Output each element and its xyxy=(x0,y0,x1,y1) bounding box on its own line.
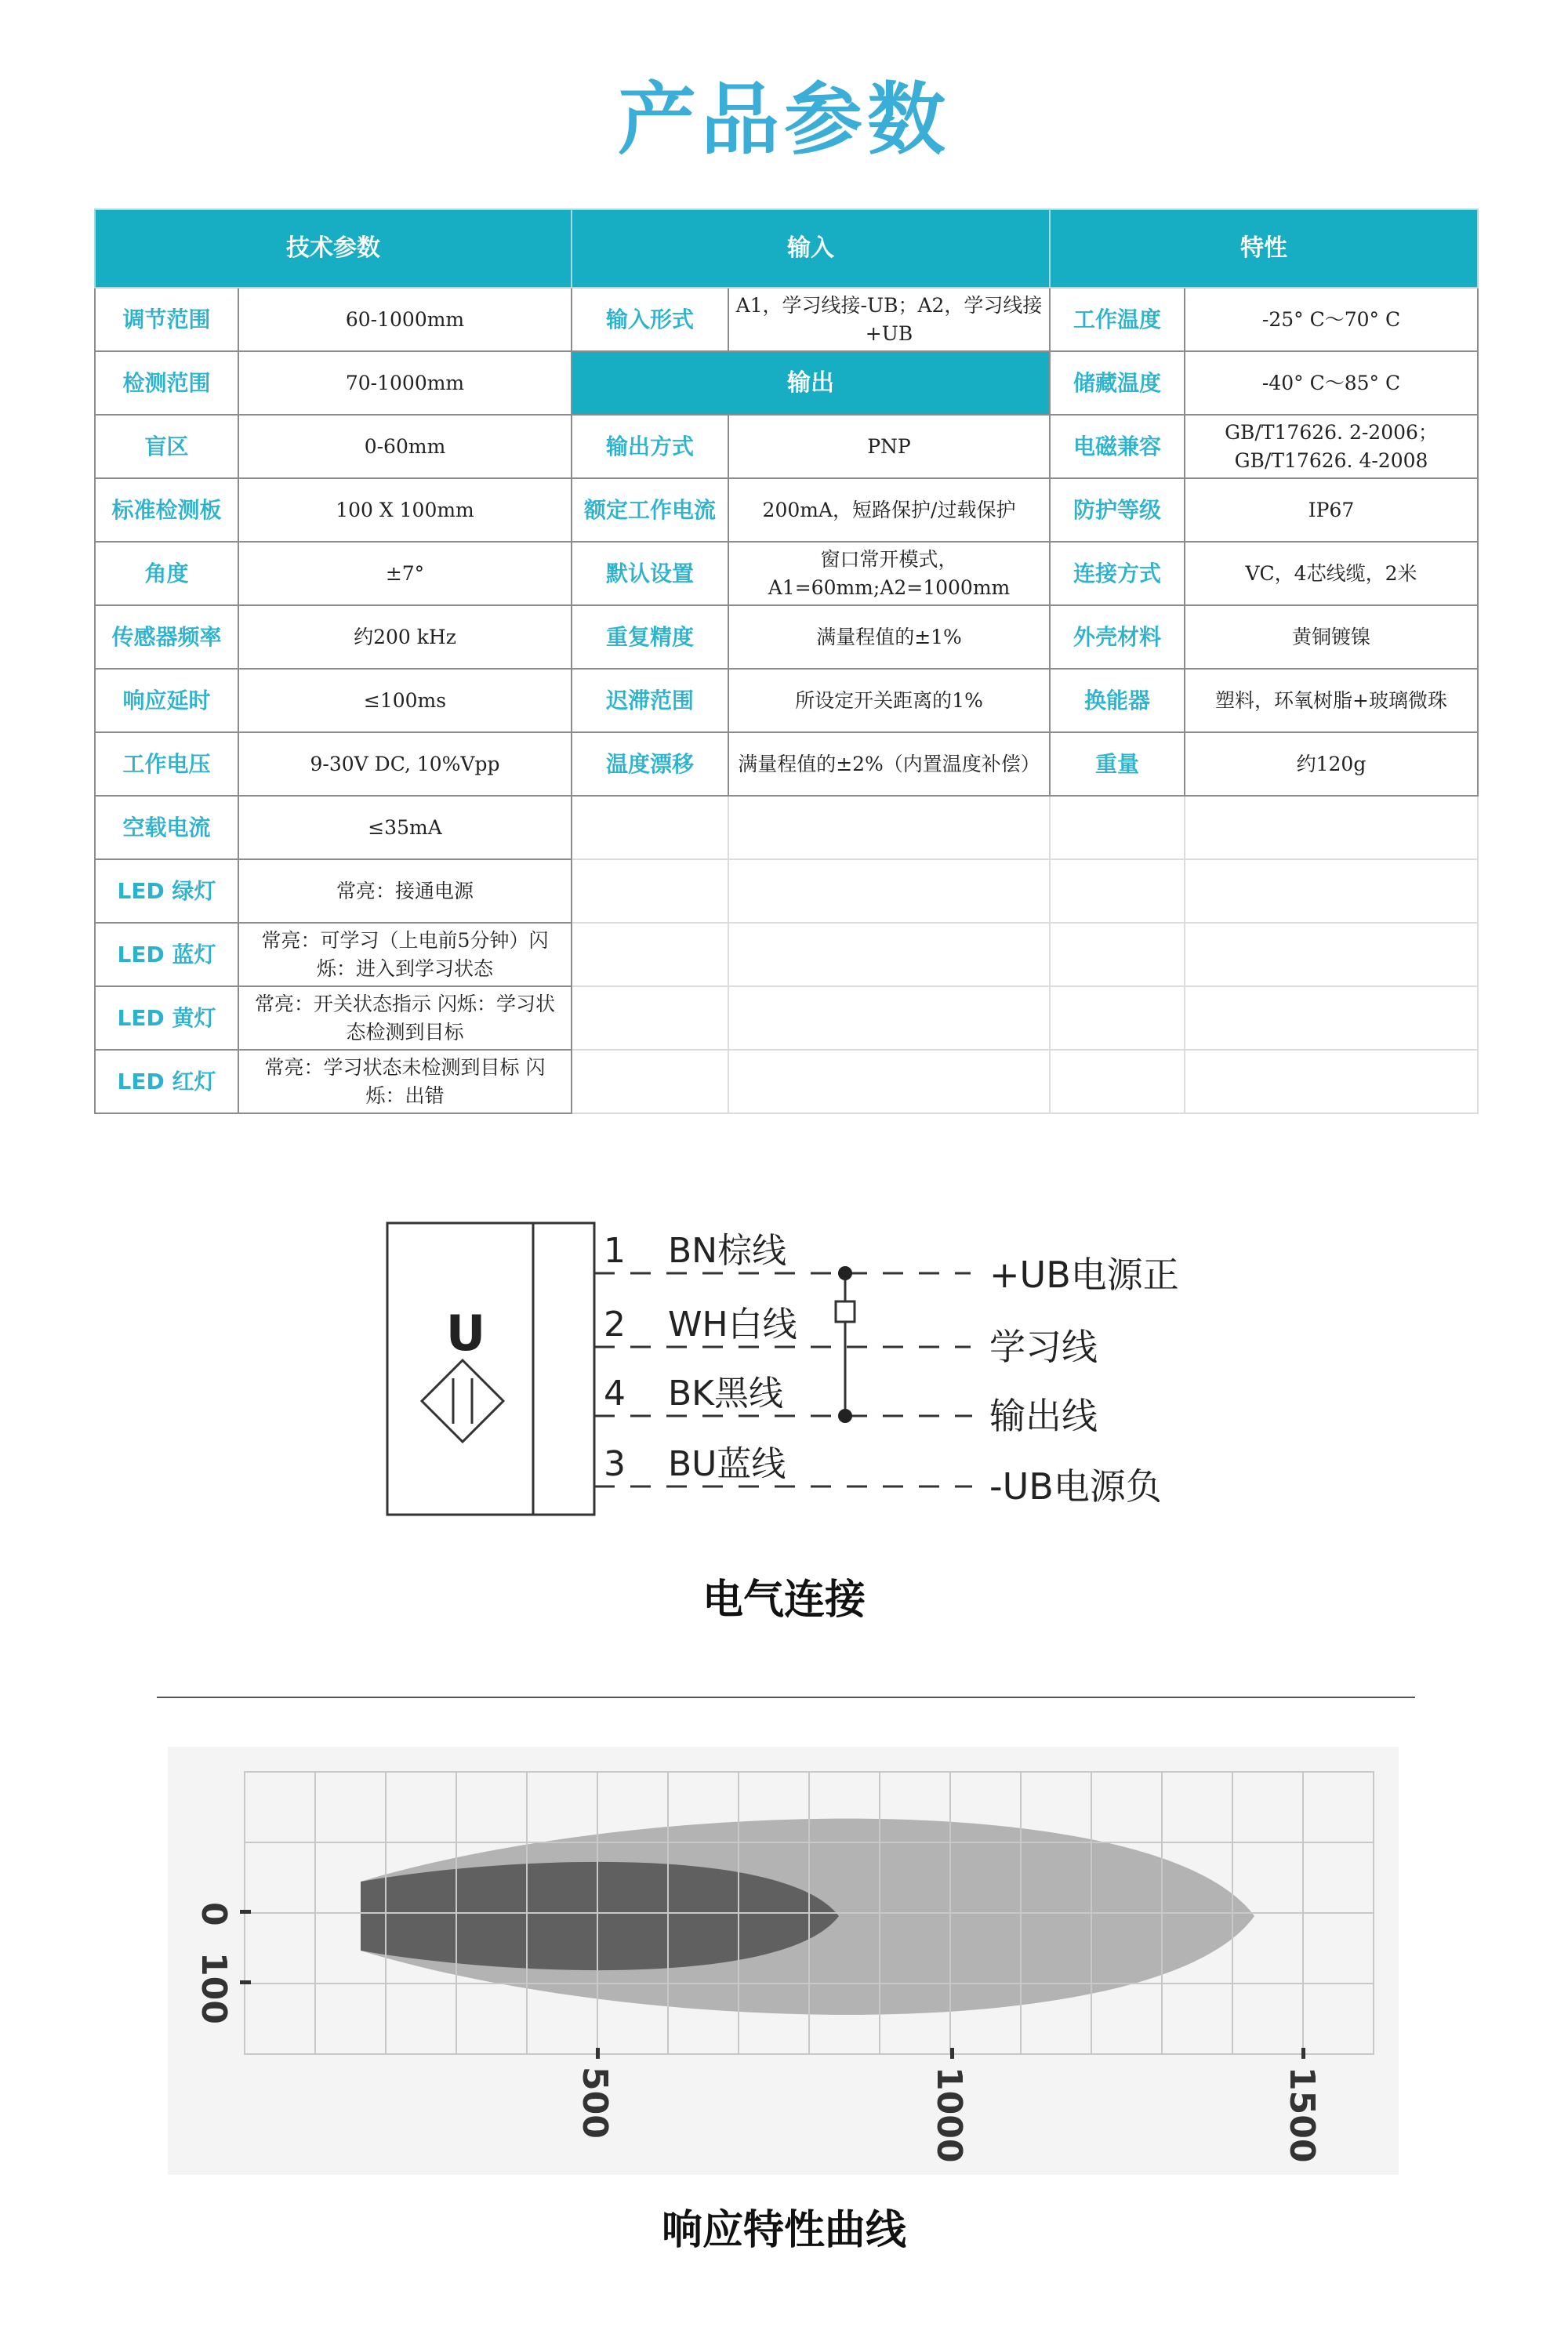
param-value: 70-1000mm xyxy=(238,351,572,415)
empty-cell xyxy=(1050,859,1185,923)
feature-value: 约120g xyxy=(1185,732,1478,796)
output-label: 温度漂移 xyxy=(572,732,728,796)
output-value: PNP xyxy=(728,415,1050,478)
empty-cell xyxy=(572,986,728,1050)
input-label: 输入形式 xyxy=(572,288,728,351)
empty-cell xyxy=(728,986,1050,1050)
feature-label: 重量 xyxy=(1050,732,1185,796)
param-label: 角度 xyxy=(95,542,238,605)
junction-dot xyxy=(838,1266,852,1280)
pin-number: 4 xyxy=(604,1374,626,1414)
output-section-header: 输出 xyxy=(572,351,1050,415)
output-value: 所设定开关距离的1% xyxy=(728,669,1050,732)
table-row xyxy=(95,542,1478,605)
table-row xyxy=(95,732,1478,796)
section-divider xyxy=(157,1697,1415,1698)
param-value: 9-30V DC, 10%Vpp xyxy=(238,732,572,796)
table-row xyxy=(95,1050,1478,1113)
table-row xyxy=(95,351,1478,415)
response-curve xyxy=(0,1740,1568,2180)
table-header-row xyxy=(95,209,1478,288)
x-tick-label: 1500 xyxy=(1282,2067,1322,2163)
feature-label: 工作温度 xyxy=(1050,288,1185,351)
wiring-title: 电气连接 xyxy=(702,1577,866,1624)
wire-label: +UB电源正 xyxy=(989,1254,1179,1296)
table-row xyxy=(95,859,1478,923)
empty-cell xyxy=(572,796,728,859)
y-tick-mark xyxy=(240,1980,251,1984)
feature-label: 防护等级 xyxy=(1050,478,1185,542)
x-tick-label: 500 xyxy=(575,2067,615,2139)
param-label: 传感器频率 xyxy=(95,605,238,669)
empty-cell xyxy=(1185,796,1478,859)
empty-cell xyxy=(1185,923,1478,986)
empty-cell xyxy=(728,796,1050,859)
empty-cell xyxy=(1050,1050,1185,1113)
feature-value: 塑料，环氧树脂+玻璃微珠 xyxy=(1185,669,1478,732)
led-value: 常亮：开关状态指示 闪烁：学习状态检测到目标 xyxy=(238,986,572,1050)
table-row xyxy=(95,986,1478,1050)
feature-value: GB/T17626. 2-2006；GB/T17626. 4-2008 xyxy=(1185,415,1478,478)
param-label: 标准检测板 xyxy=(95,478,238,542)
output-value: 满量程值的±2%（内置温度补偿） xyxy=(728,732,1050,796)
empty-cell xyxy=(572,923,728,986)
empty-cell xyxy=(728,1050,1050,1113)
x-tick-mark xyxy=(1301,2048,1305,2059)
header-features: 特性 xyxy=(1050,209,1478,288)
spec-table xyxy=(94,209,1479,1114)
junction-dot xyxy=(838,1409,852,1423)
feature-value: 黄铜镀镍 xyxy=(1185,605,1478,669)
wire-label: 输出线 xyxy=(989,1395,1098,1437)
param-label: 空载电流 xyxy=(95,796,238,859)
feature-label: 换能器 xyxy=(1050,669,1185,732)
param-label: 盲区 xyxy=(95,415,238,478)
feature-value: IP67 xyxy=(1185,478,1478,542)
sensor-symbol: U xyxy=(445,1305,486,1362)
led-label: LED 黄灯 xyxy=(95,986,238,1050)
table-row xyxy=(95,478,1478,542)
output-label: 迟滞范围 xyxy=(572,669,728,732)
output-label: 输出方式 xyxy=(572,415,728,478)
wire-code: BN棕线 xyxy=(668,1231,787,1271)
empty-cell xyxy=(1185,859,1478,923)
empty-cell xyxy=(1185,986,1478,1050)
led-value: 常亮：接通电源 xyxy=(238,859,572,923)
output-value: 200mA，短路保护/过载保护 xyxy=(728,478,1050,542)
empty-cell xyxy=(728,923,1050,986)
led-label: LED 绿灯 xyxy=(95,859,238,923)
param-value: ≤100ms xyxy=(238,669,572,732)
table-row xyxy=(95,796,1478,859)
output-label: 额定工作电流 xyxy=(572,478,728,542)
output-value: 满量程值的±1% xyxy=(728,605,1050,669)
wire-code: WH白线 xyxy=(668,1305,797,1345)
input-value: A1，学习线接-UB；A2，学习线接+UB xyxy=(728,288,1050,351)
y-tick-label: 0 xyxy=(194,1902,234,1926)
wire-code: BK黑线 xyxy=(668,1374,784,1414)
y-tick-label: 100 xyxy=(194,1952,234,2024)
pin-number: 3 xyxy=(604,1444,626,1484)
empty-cell xyxy=(1050,796,1185,859)
feature-value: VC，4芯线缆，2米 xyxy=(1185,542,1478,605)
param-label: 工作电压 xyxy=(95,732,238,796)
x-tick-label: 1000 xyxy=(929,2067,969,2163)
table-row xyxy=(95,605,1478,669)
feature-value: -25° C～70° C xyxy=(1185,288,1478,351)
param-label: 检测范围 xyxy=(95,351,238,415)
header-tech-params: 技术参数 xyxy=(95,209,572,288)
curve-title: 响应特性曲线 xyxy=(661,2207,906,2254)
pin-number: 2 xyxy=(604,1305,626,1345)
led-value: 常亮：学习状态未检测到目标 闪烁：出错 xyxy=(238,1050,572,1113)
table-row xyxy=(95,669,1478,732)
page-title: 产品参数 xyxy=(618,74,950,165)
y-tick-mark xyxy=(240,1910,251,1914)
empty-cell xyxy=(728,859,1050,923)
feature-value: -40° C～85° C xyxy=(1185,351,1478,415)
table-row xyxy=(95,288,1478,351)
empty-cell xyxy=(1185,1050,1478,1113)
wire-code: BU蓝线 xyxy=(668,1444,786,1484)
x-tick-mark xyxy=(950,2048,954,2059)
resistor-symbol xyxy=(836,1301,855,1322)
x-tick-mark xyxy=(596,2048,600,2059)
empty-cell xyxy=(572,1050,728,1113)
wiring-diagram xyxy=(0,1207,1568,1537)
header-input: 输入 xyxy=(572,209,1050,288)
output-label: 重复精度 xyxy=(572,605,728,669)
sensor-housing xyxy=(387,1223,594,1515)
output-value: 窗口常开模式，A1=60mm;A2=1000mm xyxy=(728,542,1050,605)
led-label: LED 红灯 xyxy=(95,1050,238,1113)
wire-label: 学习线 xyxy=(989,1326,1098,1368)
wire-label: -UB电源负 xyxy=(989,1465,1162,1508)
led-label: LED 蓝灯 xyxy=(95,923,238,986)
param-value: 0-60mm xyxy=(238,415,572,478)
pin-number: 1 xyxy=(604,1231,626,1271)
feature-label: 外壳材料 xyxy=(1050,605,1185,669)
empty-cell xyxy=(572,859,728,923)
param-value: 100 X 100mm xyxy=(238,478,572,542)
param-value: 约200 kHz xyxy=(238,605,572,669)
param-label: 响应延时 xyxy=(95,669,238,732)
led-value: 常亮：可学习（上电前5分钟）闪烁：进入到学习状态 xyxy=(238,923,572,986)
table-row xyxy=(95,923,1478,986)
table-row xyxy=(95,415,1478,478)
param-value: ≤35mA xyxy=(238,796,572,859)
feature-label: 储藏温度 xyxy=(1050,351,1185,415)
param-label: 调节范围 xyxy=(95,288,238,351)
feature-label: 电磁兼容 xyxy=(1050,415,1185,478)
output-label: 默认设置 xyxy=(572,542,728,605)
feature-label: 连接方式 xyxy=(1050,542,1185,605)
empty-cell xyxy=(1050,923,1185,986)
param-value: 60-1000mm xyxy=(238,288,572,351)
param-value: ±7° xyxy=(238,542,572,605)
empty-cell xyxy=(1050,986,1185,1050)
